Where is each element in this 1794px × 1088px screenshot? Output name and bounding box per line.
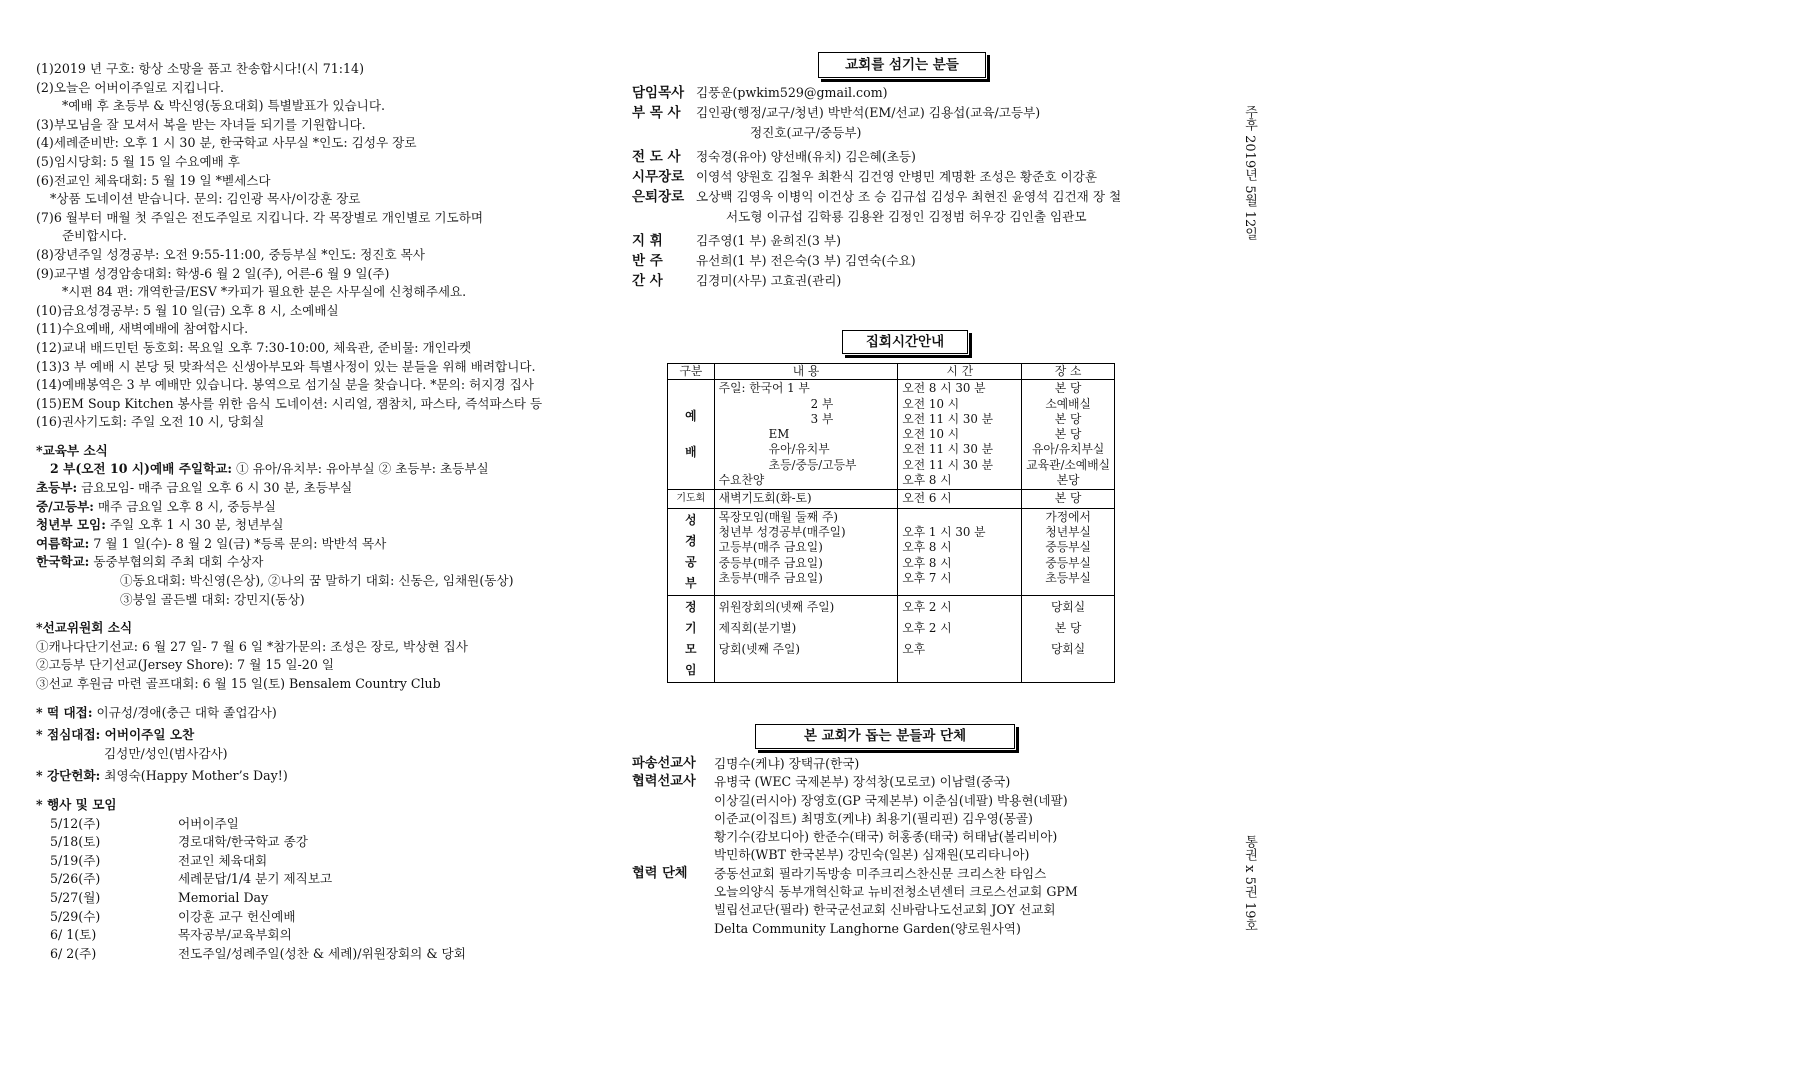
header-content: 내 용 [714, 364, 898, 380]
partner-row: 협력 단체 중동선교회 필라기독방송 미주크리스찬신문 크리스찬 타임스 오늘의양식 동부개혁신학교 뉴비전청소년센터 크로스선교회 GPM 빌립선교단(필라) 한국군선교회 신바람나도선교회 JOY 선교회 Delta Community Langhorne Garden(양로원사역) [632, 865, 1078, 936]
announcement-item: (3)부모님을 잘 모셔서 복을 받는 자녀들 되기를 기원합니다. [36, 116, 366, 132]
announcements-list [36, 60, 596, 432]
announcement-item: (8)장년주일 성경공부: 오전 9:55-11:00, 중등부실 *인도: 정진호 목사 [36, 246, 425, 262]
education-section [36, 442, 596, 609]
education-award: ③붕일 골든벨 대회: 강민지(동상) [120, 591, 305, 607]
prayer-content: 새벽기도회(화-토) [714, 490, 898, 508]
side-volume: 통권 x 5권 19호 [1242, 835, 1257, 932]
staff-row: 담임목사 김풍운(pwkim529@gmail.com) [632, 85, 888, 101]
partners-section [632, 755, 1212, 938]
schedule-title: 집회시간안내 [842, 330, 968, 354]
category-prayer: 기도회 [668, 490, 715, 508]
announcement-item: (5)임시당회: 5 월 15 일 수요예배 후 [36, 153, 240, 169]
bible-study-places: 가정에서 청년부실 중등부실 중등부실 초등부실 [1022, 508, 1115, 595]
rice-cake-line: * 떡 대접: 이규성/경애(충근 대학 졸업감사) [36, 704, 277, 720]
announcement-item: (9)교구별 성경암송대회: 학생-6 월 2 일(주), 어른-6 월 9 일(주) [36, 265, 390, 281]
lunch-sponsor: 김성만/성인(범사감사) [104, 745, 228, 761]
category-worship: 예 배 [668, 380, 715, 490]
announcement-item: (11)수요예배, 새벽예배에 참여합시다. [36, 321, 249, 337]
schedule-header-row [668, 364, 1115, 380]
partner-row: 파송선교사 김명수(케냐) 장택규(한국) [632, 756, 860, 771]
mission-title: *선교위원회 소식 [36, 620, 133, 636]
announcement-item: (10)금요성경공부: 5 월 10 일(금) 오후 8 시, 소예배실 [36, 302, 339, 318]
worship-places: 본 당 소예배실 본 당 본 당 유아/유치부실 교육관/소예배실 본당 [1022, 380, 1115, 490]
event-row: 6/ 1(토) 목자공부/교육부회의 [50, 927, 292, 943]
announcement-item: (7)6 월부터 매월 첫 주일은 전도주일로 지킵니다. 각 목장별로 개인별로 기도하며 [36, 209, 484, 225]
announcement-item: (16)권사기도회: 주일 오전 10 시, 당회실 [36, 414, 265, 430]
worship-content: 주일: 한국어 1 부 2 부 3 부 EM 유아/유치부 초등/중등/고등부 수요찬양 [714, 380, 898, 490]
staff-title: 교회를 섬기는 분들 [818, 52, 986, 78]
staff-row: 시무장로 이영석 양원호 김철우 최환식 김건영 안병민 계명환 조성은 황준호 이강훈 [632, 169, 1097, 185]
event-row: 5/18(토) 경로대학/한국학교 종강 [50, 834, 308, 850]
prayer-time: 오전 6 시 [898, 490, 1022, 508]
mission-section [36, 619, 596, 693]
events-title: * 행사 및 모임 [36, 796, 117, 812]
mission-line: ③선교 후원금 마련 골프대회: 6 월 15 일(토) Bensalem Country Club [36, 676, 441, 691]
category-bible-study: 성 경 공 부 [668, 508, 715, 595]
education-line: 초등부: 금요모임- 매주 금요일 오후 6 시 30 분, 초등부실 [36, 480, 353, 496]
staff-row: 전 도 사 정숙경(유아) 양선배(유치) 김은혜(초등) [632, 149, 916, 165]
announcement-item: (6)전교인 체육대회: 5 월 19 일 *벧세스다 [36, 172, 271, 188]
left-column [36, 60, 596, 963]
partners-title: 본 교회가 돕는 분들과 단체 [755, 724, 1015, 749]
worship-times: 오전 8 시 30 분 오전 10 시 오전 11 시 30 분 오전 10 시 오전 11 시 30 분 오전 11 시 30 분 오후 8 시 [898, 380, 1022, 490]
announcement-item: (2)오늘은 어버이주일로 지킵니다. [36, 79, 225, 95]
flowers-line: * 강단헌화: 최영숙(Happy Mother’s Day!) [36, 768, 288, 784]
announcement-item: (13)3 부 예배 시 본당 뒷 맞좌석은 신생아부모와 특별사정이 있는 분들을 위해 배려합니다. [36, 358, 536, 374]
category-meetings: 정 기 모 임 [668, 595, 715, 682]
staff-row: 간 사 김경미(사무) 고효권(관리) [632, 273, 842, 289]
event-row: 6/ 2(주) 전도주일/성례주일(성찬 & 세례)/위원장회의 & 당회 [50, 945, 466, 961]
staff-row: 반 주 유선희(1 부) 전은숙(3 부) 김연숙(수요) [632, 253, 916, 269]
staff-row: 은퇴장로 오상백 김영욱 이병익 이건상 조 승 김규섭 김성우 최현진 윤영석 김건재 장 철 서도형 이규섭 김학룡 김용완 김정인 김정범 허우강 김인출 임관모 [632, 189, 1122, 224]
announcement-item: *예배 후 초등부 & 박신영(동요대회) 특별발표가 있습니다. [62, 98, 385, 114]
announcement-item: (12)교내 배드민턴 동호회: 목요일 오후 7:30-10:00, 체육관, 준비물: 개인라켓 [36, 339, 472, 355]
announcement-item: *시편 84 편: 개역한글/ESV *카피가 필요한 분은 사무실에 신청해주세요. [62, 284, 467, 300]
announcement-item: (4)세례준비반: 오후 1 시 30 분, 한국학교 사무실 *인도: 김성우 장로 [36, 135, 417, 151]
schedule-group-meetings [668, 595, 1115, 682]
mission-line: ②고등부 단기선교(Jersey Shore): 7 월 15 일-20 일 [36, 657, 335, 673]
partner-row: 협력선교사 유병국 (WEC 국제본부) 장석창(모로코) 이남렬(중국) 이상길(러시아) 장영호(GP 국제본부) 이춘심(네팔) 박용현(네팔) 이준교(이집트) 최명호(케냐) 최용기(필리핀) 김우영(몽골) 황기수(캄보디아) 한준수(태국) 허홍종(태국) 허태남(볼리비아) 박민하(WBT 한국본부) 강민숙(일본) 심재원(모리타니아) [632, 774, 1068, 863]
mission-line: ①캐나다단기선교: 6 월 27 일- 7 월 6 일 *참가문의: 조성은 장로, 박상현 집사 [36, 638, 468, 654]
education-line: 중/고등부: 매주 금요일 오후 8 시, 중등부실 [36, 498, 276, 514]
announcement-item: (14)예배봉역은 3 부 예배만 있습니다. 봉역으로 섬기실 분을 찾습니다. *문의: 허지경 집사 [36, 377, 534, 393]
announcement-item: (1)2019 년 구호: 항상 소망을 품고 찬송합시다!(시 71:14) [36, 61, 364, 76]
event-row: 5/12(주) 어버이주일 [50, 815, 239, 831]
education-award: ①동요대회: 박신영(은상), ②나의 꿈 말하기 대회: 신동은, 임채원(동상) [120, 573, 514, 589]
education-line: 청년부 모임: 주일 오후 1 시 30 분, 청년부실 [36, 517, 284, 533]
meetings-times: 오후 2 시 오후 2 시 오후 [898, 595, 1022, 682]
event-row: 5/26(주) 세례문답/1/4 분기 제직보고 [50, 871, 333, 887]
announcement-item: *상품 도네이션 받습니다. 문의: 김인광 목사/이강훈 장로 [50, 191, 361, 207]
schedule-table [667, 363, 1115, 683]
schedule-group-prayer [668, 490, 1115, 508]
bible-study-content: 목장모임(매월 둘째 주) 청년부 성경공부(매주일) 고등부(매주 금요일) 중등부(매주 금요일) 초등부(매주 금요일) [714, 508, 898, 595]
announcement-item: 준비합시다. [62, 228, 127, 244]
staff-row: 부 목 사 김인광(행정/교구/청년) 박반석(EM/선교) 김용섭(교육/고등부) 정진호(교구/중등부) [632, 105, 1041, 140]
staff-row: 지 휘 김주영(1 부) 윤희진(3 부) [632, 233, 842, 249]
education-line: 한국학교: 동중부협의회 주최 대회 수상자 [36, 554, 264, 570]
education-title: *교육부 소식 [36, 442, 108, 458]
staff-section [632, 83, 1192, 291]
header-category: 구분 [668, 364, 715, 380]
event-row: 5/29(수) 이강훈 교구 헌신예배 [50, 908, 296, 924]
schedule-group-worship [668, 380, 1115, 490]
event-row: 5/19(주) 전교인 체육대회 [50, 852, 268, 868]
side-date: 주후 2019년 5월 12일 [1242, 105, 1257, 241]
events-section [36, 796, 596, 963]
header-place: 장 소 [1022, 364, 1115, 380]
announcement-item: (15)EM Soup Kitchen 봉사를 위한 음식 도네이션: 시리얼, 잼참치, 파스타, 즉석파스타 등 [36, 395, 543, 411]
event-row: 5/27(월) Memorial Day [50, 889, 269, 905]
header-time: 시 간 [898, 364, 1022, 380]
bible-study-times: 오후 1 시 30 분 오후 8 시 오후 8 시 오후 7 시 [898, 508, 1022, 595]
education-line: 2 부(오전 10 시)예배 주일학교: ① 유아/유치부: 유아부실 ② 초등부: 초등부실 [50, 461, 489, 477]
meetings-content: 위원장회의(넷째 주일) 제직회(분기별) 당회(넷째 주일) [714, 595, 898, 682]
schedule-group-bible-study [668, 508, 1115, 595]
lunch-line: * 점심대접: 어버이주일 오찬 [36, 727, 195, 743]
education-line: 여름학교: 7 월 1 일(수)- 8 월 2 일(금) *등록 문의: 박반석 목사 [36, 535, 387, 551]
prayer-place: 본 당 [1022, 490, 1115, 508]
meetings-places: 당회실 본 당 당회실 [1022, 595, 1115, 682]
